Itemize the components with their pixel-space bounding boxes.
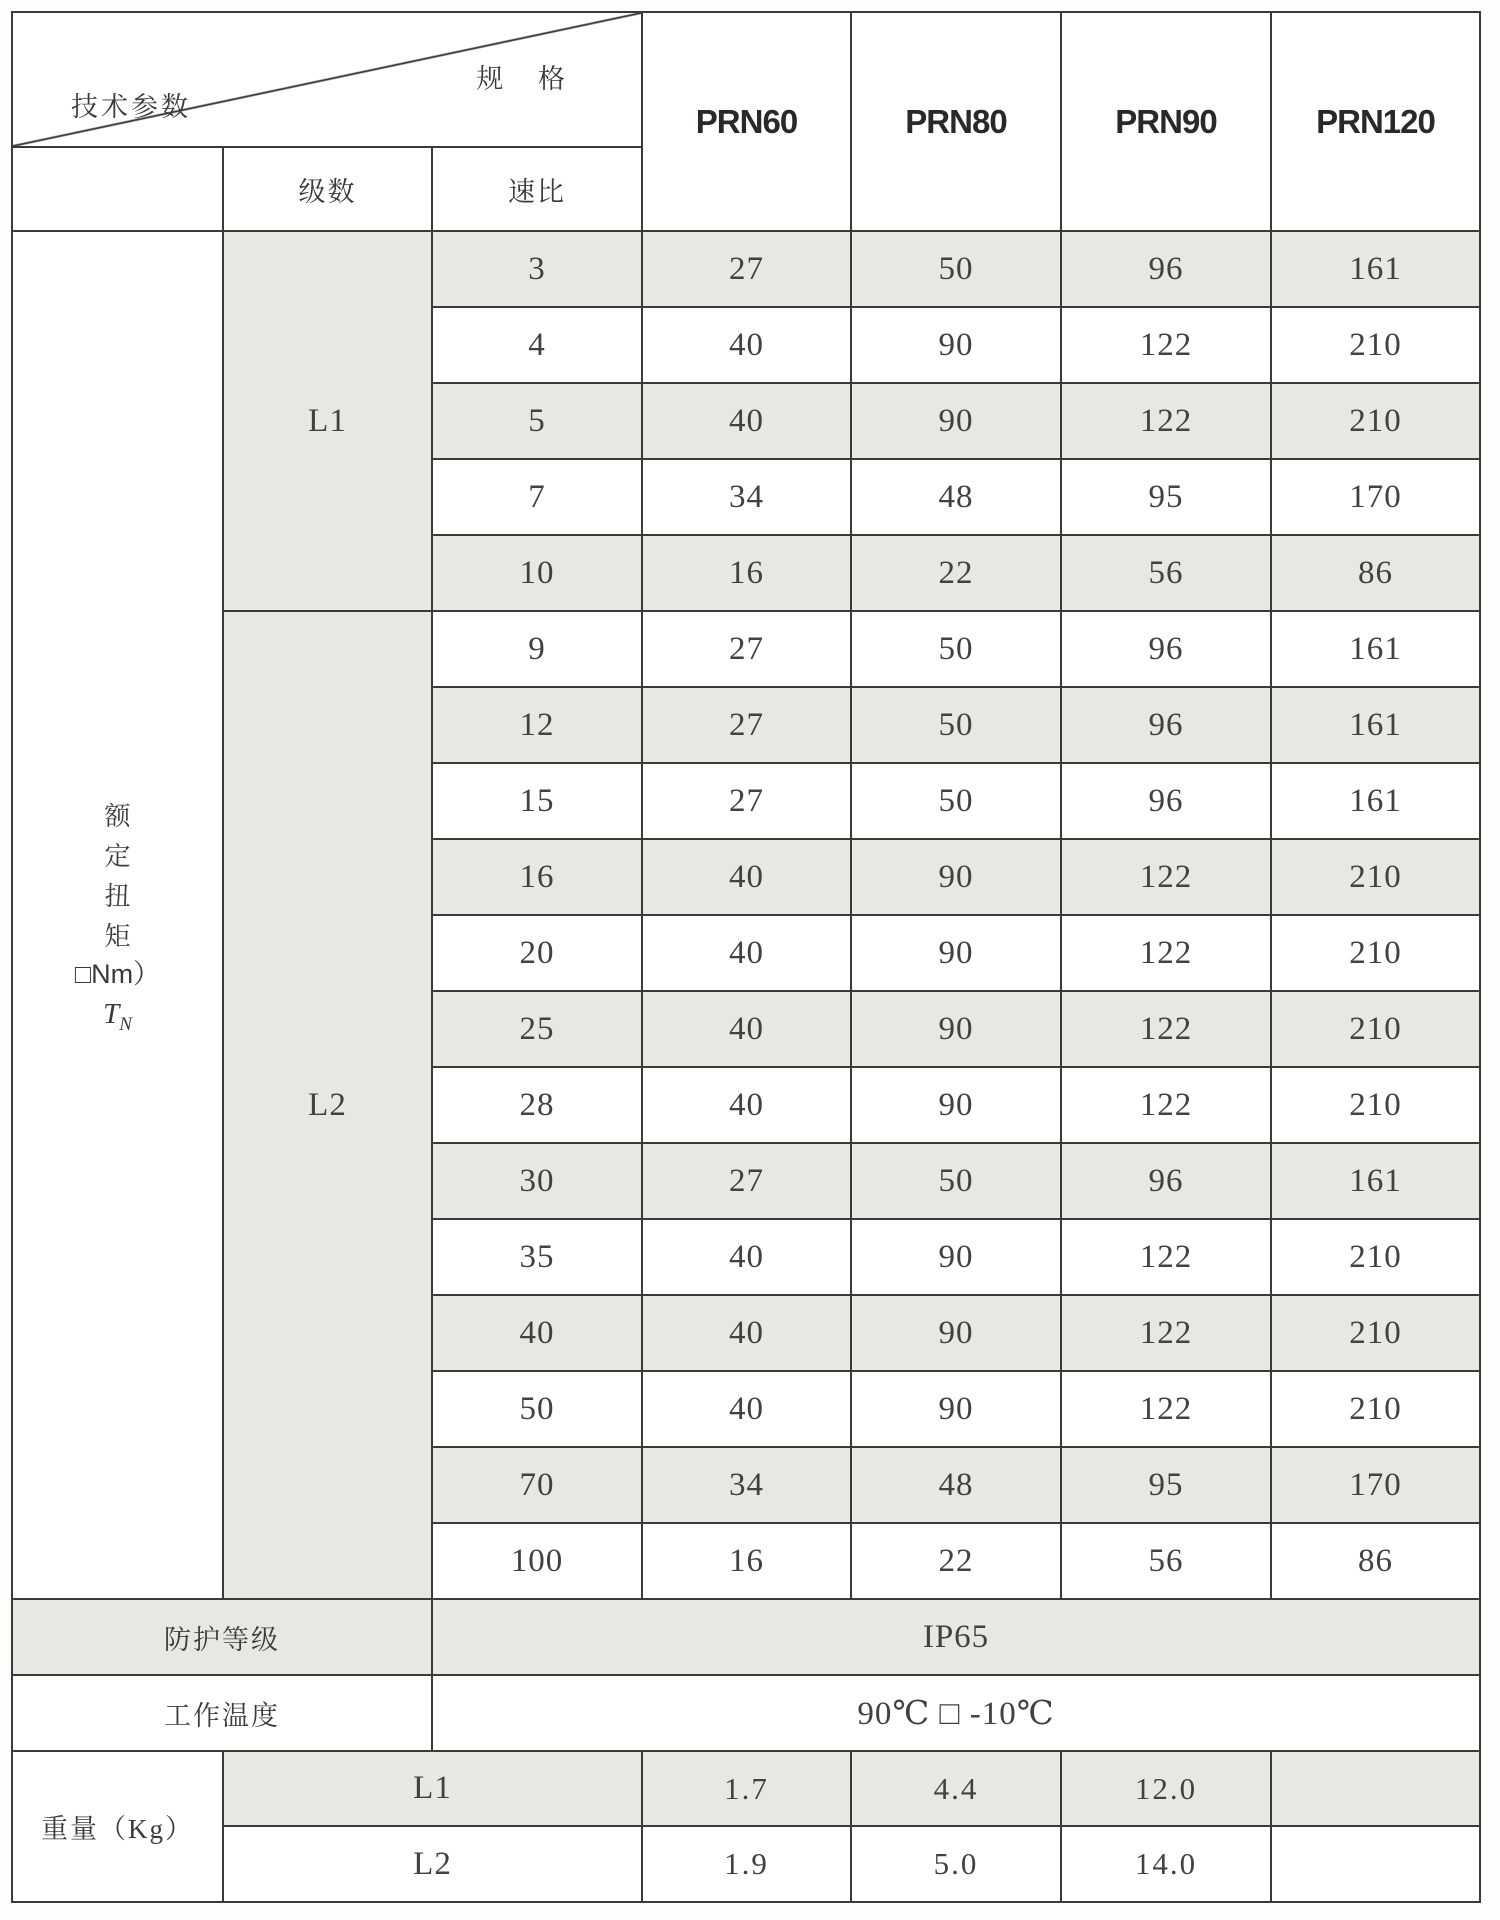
torque-unit: □Nm）: [74, 958, 161, 989]
torque-value-cell: 161: [1272, 764, 1479, 840]
torque-value-cell: 90: [852, 840, 1062, 916]
torque-value-cell: 122: [1062, 1372, 1272, 1448]
torque-value-cell: 50: [852, 1144, 1062, 1220]
torque-value-cell: 96: [1062, 232, 1272, 308]
weight-value-cell: 12.0: [1062, 1752, 1272, 1827]
spec-label: 规 格: [476, 64, 579, 94]
weight-value-cell: 5.0: [852, 1827, 1062, 1901]
ratio-cell: 4: [433, 308, 643, 384]
torque-value-cell: 40: [643, 1372, 852, 1448]
ratio-cell: 35: [433, 1220, 643, 1296]
ratio-cell: 28: [433, 1068, 643, 1144]
torque-value-cell: 210: [1272, 308, 1479, 384]
ratio-cell: 30: [433, 1144, 643, 1220]
ratio-cell: 20: [433, 916, 643, 992]
ratio-cell: 100: [433, 1524, 643, 1600]
torque-value-cell: 50: [852, 232, 1062, 308]
torque-value-cell: 56: [1062, 536, 1272, 612]
torque-value-cell: 27: [643, 1144, 852, 1220]
torque-value-cell: 40: [643, 308, 852, 384]
torque-value-cell: 86: [1272, 536, 1479, 612]
torque-value-cell: 96: [1062, 1144, 1272, 1220]
torque-value-cell: 96: [1062, 688, 1272, 764]
torque-value-cell: 90: [852, 384, 1062, 460]
torque-value-cell: 27: [643, 764, 852, 840]
torque-char: 定: [104, 841, 131, 871]
torque-value-cell: 210: [1272, 840, 1479, 916]
torque-value-cell: 27: [643, 688, 852, 764]
model-header-prn60: PRN60: [643, 13, 852, 232]
torque-value-cell: 40: [643, 1296, 852, 1372]
torque-value-cell: 161: [1272, 1144, 1479, 1220]
weight-value-cell: 14.0: [1062, 1827, 1272, 1901]
torque-value-cell: 210: [1272, 1220, 1479, 1296]
stage-col-header: 级数: [224, 148, 433, 232]
weight-label: 重量（Kg）: [13, 1752, 224, 1901]
weight-value-cell: 1.9: [643, 1827, 852, 1901]
torque-char: 矩: [104, 921, 131, 951]
torque-value-cell: 90: [852, 1296, 1062, 1372]
torque-value-cell: 90: [852, 1372, 1062, 1448]
model-header-prn90: PRN90: [1062, 13, 1272, 232]
torque-value-cell: 210: [1272, 916, 1479, 992]
torque-value-cell: 40: [643, 1068, 852, 1144]
torque-value-cell: 40: [643, 1220, 852, 1296]
torque-value-cell: 90: [852, 1068, 1062, 1144]
torque-value-cell: 22: [852, 1524, 1062, 1600]
protection-value: IP65: [433, 1600, 1479, 1676]
torque-value-cell: 95: [1062, 1448, 1272, 1524]
weight-value-cell: 4.4: [852, 1752, 1062, 1827]
torque-value-cell: 122: [1062, 384, 1272, 460]
ratio-cell: 10: [433, 536, 643, 612]
torque-value-cell: 34: [643, 460, 852, 536]
torque-value-cell: 22: [852, 536, 1062, 612]
torque-value-cell: 96: [1062, 764, 1272, 840]
torque-value-cell: 48: [852, 460, 1062, 536]
torque-char: 扭: [104, 881, 131, 911]
torque-value-cell: 90: [852, 308, 1062, 384]
torque-value-cell: 210: [1272, 1068, 1479, 1144]
ratio-cell: 12: [433, 688, 643, 764]
torque-value-cell: 40: [643, 384, 852, 460]
torque-value-cell: 170: [1272, 1448, 1479, 1524]
stage-cell-l1: L1: [224, 232, 433, 612]
torque-value-cell: 210: [1272, 1372, 1479, 1448]
torque-value-cell: 161: [1272, 612, 1479, 688]
header-diagonal-cell: [13, 13, 643, 148]
temperature-label: 工作温度: [13, 1676, 433, 1752]
ratio-cell: 70: [433, 1448, 643, 1524]
ratio-cell: 15: [433, 764, 643, 840]
ratio-cell: 5: [433, 384, 643, 460]
ratio-cell: 9: [433, 612, 643, 688]
ratio-cell: 50: [433, 1372, 643, 1448]
torque-value-cell: 122: [1062, 916, 1272, 992]
model-header-prn120: PRN120: [1272, 13, 1479, 232]
torque-value-cell: 56: [1062, 1524, 1272, 1600]
weight-value-cell: 1.7: [643, 1752, 852, 1827]
torque-char: 额: [104, 801, 131, 831]
torque-value-cell: 95: [1062, 460, 1272, 536]
torque-symbol: $T_N$: [103, 997, 132, 1035]
spec-table: [11, 11, 1481, 1903]
ratio-cell: 3: [433, 232, 643, 308]
torque-value-cell: 90: [852, 916, 1062, 992]
ratio-cell: 25: [433, 992, 643, 1068]
torque-value-cell: 210: [1272, 992, 1479, 1068]
torque-value-cell: 34: [643, 1448, 852, 1524]
temperature-value: 90℃ □ -10℃: [433, 1676, 1479, 1752]
weight-stage-l1: L1: [224, 1752, 643, 1827]
torque-value-cell: 210: [1272, 1296, 1479, 1372]
weight-value-cell: [1272, 1827, 1479, 1901]
ratio-col-header: 速比: [433, 148, 643, 232]
ratio-cell: 40: [433, 1296, 643, 1372]
torque-value-cell: 50: [852, 688, 1062, 764]
torque-value-cell: 50: [852, 612, 1062, 688]
torque-value-cell: 16: [643, 536, 852, 612]
ratio-cell: 16: [433, 840, 643, 916]
weight-value-cell: [1272, 1752, 1479, 1827]
torque-value-cell: 161: [1272, 688, 1479, 764]
torque-value-cell: 90: [852, 992, 1062, 1068]
torque-value-cell: 86: [1272, 1524, 1479, 1600]
stage-cell-l2: L2: [224, 612, 433, 1600]
torque-value-cell: 170: [1272, 460, 1479, 536]
torque-value-cell: 40: [643, 992, 852, 1068]
torque-value-cell: 27: [643, 232, 852, 308]
torque-value-cell: 48: [852, 1448, 1062, 1524]
tech-params-label: 技术参数: [71, 92, 191, 122]
torque-value-cell: 40: [643, 840, 852, 916]
torque-value-cell: 161: [1272, 232, 1479, 308]
torque-value-cell: 122: [1062, 840, 1272, 916]
torque-value-cell: 122: [1062, 1296, 1272, 1372]
torque-value-cell: 96: [1062, 612, 1272, 688]
torque-value-cell: 210: [1272, 384, 1479, 460]
torque-value-cell: 122: [1062, 1068, 1272, 1144]
ratio-cell: 7: [433, 460, 643, 536]
torque-value-cell: 90: [852, 1220, 1062, 1296]
torque-value-cell: 16: [643, 1524, 852, 1600]
torque-value-cell: 50: [852, 764, 1062, 840]
model-header-prn80: PRN80: [852, 13, 1062, 232]
protection-label: 防护等级: [13, 1600, 433, 1676]
torque-value-cell: 122: [1062, 1220, 1272, 1296]
torque-value-cell: 122: [1062, 992, 1272, 1068]
torque-value-cell: 122: [1062, 308, 1272, 384]
rated-torque-label: [13, 232, 224, 1600]
header-blank-cell: [13, 148, 224, 232]
torque-value-cell: 40: [643, 916, 852, 992]
weight-stage-l2: L2: [224, 1827, 643, 1901]
torque-value-cell: 27: [643, 612, 852, 688]
